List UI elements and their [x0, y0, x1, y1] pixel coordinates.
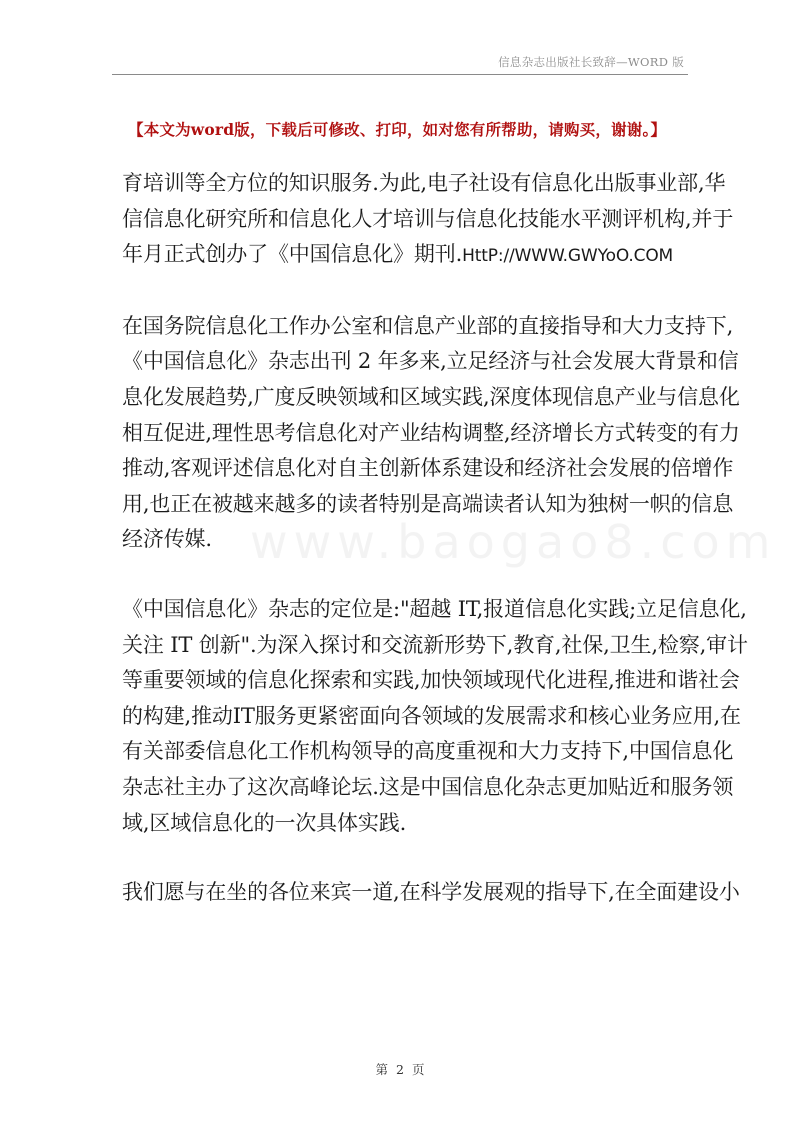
paragraph-4	[122, 875, 740, 911]
journal-url: HttP://WWW.GWYoO.COM	[462, 246, 674, 267]
header-title: 信息杂志出版社长致辞—WORD 版	[498, 55, 684, 69]
text-line: 等重要领域的信息化探索和实践,加快领域现代化进程,推进和谐社会	[122, 668, 740, 693]
text-line: 用,也正在被越来越多的读者特别是高端读者认知为独树一帜的信息	[122, 491, 734, 516]
text-line: 杂志社主办了这次高峰论坛.这是中国信息化杂志更加贴近和服务领	[122, 774, 734, 799]
page-header	[112, 52, 688, 75]
text-line: 有关部委信息化工作机构领导的高度重视和大力支持下,中国信息化	[122, 739, 734, 764]
text-line: 我们愿与在坐的各位来宾一道,在科学发展观的指导下,在全面建设小	[122, 880, 740, 905]
body-text	[122, 166, 748, 911]
text-line: 育培训等全方位的知识服务.为此,电子社设有信息化出版事业部,华	[122, 171, 726, 195]
watermark: www.baogao8.com	[250, 515, 777, 569]
text-line: 信信息化研究所和信息化人才培训与信息化技能水平测评机构,并于	[122, 206, 734, 231]
paragraph-1	[122, 166, 734, 275]
text-line: 在国务院信息化工作办公室和信息产业部的直接指导和大力支持下,	[122, 313, 734, 338]
footer-prefix: 第	[375, 1062, 389, 1077]
paragraph-2	[122, 309, 740, 558]
text-line	[122, 237, 684, 275]
page-number: 2	[396, 1062, 404, 1077]
page-footer	[0, 1060, 800, 1078]
download-notice: 【本文为word版，下载后可修改、打印，如对您有所帮助，请购买，谢谢。】	[128, 120, 667, 139]
text-line: 《中国信息化》杂志的定位是:"超越 IT,报道信息化实践;立足信息化,	[122, 596, 747, 621]
footer-suffix: 页	[411, 1062, 425, 1077]
text-line: 经济传媒.	[122, 527, 212, 552]
text-line: 息化发展趋势,广度反映领域和区域实践,深度体现信息产业与信息化	[122, 384, 740, 409]
text-line: 《中国信息化》杂志出刊 2 年多来,立足经济与社会发展大背景和信	[122, 349, 739, 374]
text-line: 推动,客观评述信息化对自主创新体系建设和经济社会发展的倍增作	[122, 456, 734, 481]
paragraph-3	[122, 592, 748, 841]
text-line: 域,区域信息化的一次具体实践.	[122, 810, 407, 835]
text-line: 的构建,推动IT服务更紧密面向各领域的发展需求和核心业务应用,在	[122, 703, 741, 728]
text-line-prefix: 年月正式创办了《中国信息化》期刊.	[122, 242, 463, 267]
text-line: 相互促进,理性思考信息化对产业结构调整,经济增长方式转变的有力	[122, 420, 740, 445]
text-line: 关注 IT 创新".为深入探讨和交流新形势下,教育,社保,卫生,检察,审计	[122, 632, 748, 657]
